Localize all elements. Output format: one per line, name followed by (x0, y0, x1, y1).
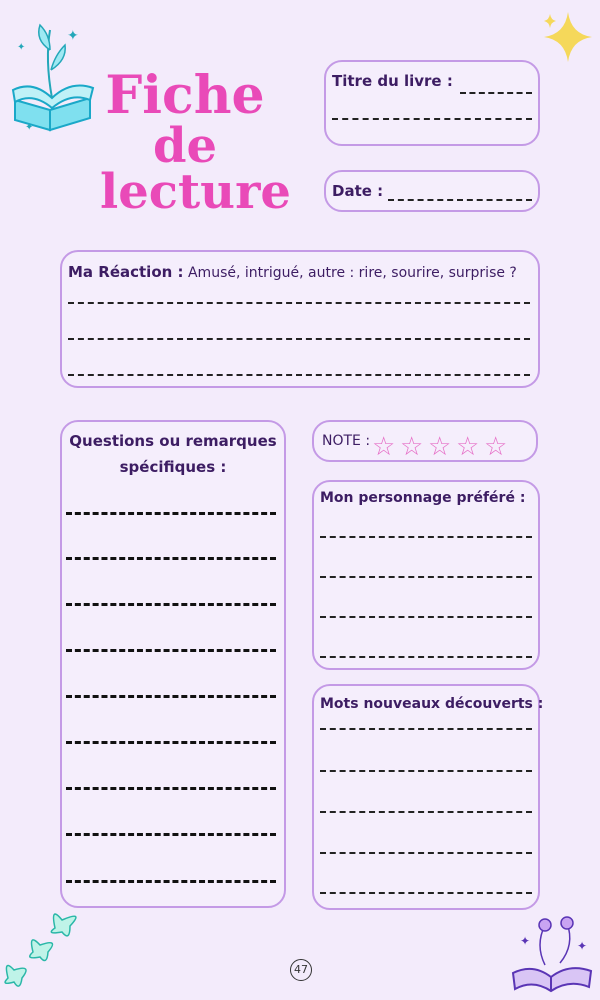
new-words-label: Mots nouveaux découverts : (320, 696, 544, 712)
rating-star-4-icon[interactable]: ☆ (456, 432, 480, 462)
questions-line-8[interactable] (66, 833, 276, 836)
date-label: Date : (332, 182, 384, 200)
new-words-box[interactable] (312, 684, 540, 910)
questions-line-7[interactable] (66, 787, 276, 790)
svg-text:✦: ✦ (17, 42, 26, 53)
svg-text:✦: ✦ (520, 934, 531, 948)
svg-text:✦: ✦ (67, 28, 79, 44)
svg-text:✦: ✦ (25, 122, 34, 133)
book-title-line-1[interactable] (460, 92, 532, 94)
reaction-prompt: Amusé, intrigué, autre : rire, sourire, surprise ? (183, 265, 517, 281)
questions-line-6[interactable] (66, 741, 276, 744)
questions-line-1[interactable] (66, 512, 276, 515)
sparkle-icon (540, 10, 595, 65)
questions-label-line2: spécifiques : (119, 458, 227, 476)
butterfly-illustration (0, 900, 100, 995)
page-title-line1: Fiche (105, 65, 265, 126)
book-flower-illustration (5, 10, 100, 135)
page-title-line3: lecture (100, 164, 291, 220)
reaction-line-1[interactable] (68, 302, 530, 304)
reaction-line-2[interactable] (68, 338, 530, 340)
questions-line-2[interactable] (66, 557, 276, 560)
questions-line-5[interactable] (66, 695, 276, 698)
rating-star-5-icon[interactable]: ☆ (484, 432, 508, 462)
favorite-character-box[interactable] (312, 480, 540, 670)
questions-line-4[interactable] (66, 649, 276, 652)
questions-line-9[interactable] (66, 880, 276, 883)
favorite-character-label: Mon personnage préféré : (320, 490, 526, 506)
rating-star-1-icon[interactable]: ☆ (372, 432, 396, 462)
questions-label-line1: Questions ou remarques (69, 432, 277, 450)
new-words-line-3[interactable] (320, 811, 532, 813)
date-line[interactable] (388, 199, 532, 201)
favorite-character-line-2[interactable] (320, 576, 532, 578)
reaction-label: Ma Réaction : (68, 263, 184, 281)
book-title-label: Titre du livre : (332, 72, 453, 90)
favorite-character-line-3[interactable] (320, 616, 532, 618)
reaction-line-3[interactable] (68, 374, 530, 376)
rating-star-2-icon[interactable]: ☆ (400, 432, 424, 462)
svg-text:✦: ✦ (577, 939, 588, 953)
new-words-line-1[interactable] (320, 728, 532, 730)
open-book-illustration (505, 905, 597, 995)
questions-line-3[interactable] (66, 603, 276, 606)
new-words-line-4[interactable] (320, 852, 532, 854)
favorite-character-line-1[interactable] (320, 536, 532, 538)
note-label: NOTE : (322, 433, 371, 449)
rating-star-3-icon[interactable]: ☆ (428, 432, 452, 462)
new-words-line-5[interactable] (320, 892, 532, 894)
reaction-heading (68, 263, 517, 281)
book-title-line-2[interactable] (332, 118, 532, 120)
page-title-line2: de (152, 118, 218, 174)
favorite-character-line-4[interactable] (320, 656, 532, 658)
page-number: 47 (290, 959, 312, 981)
new-words-line-2[interactable] (320, 770, 532, 772)
